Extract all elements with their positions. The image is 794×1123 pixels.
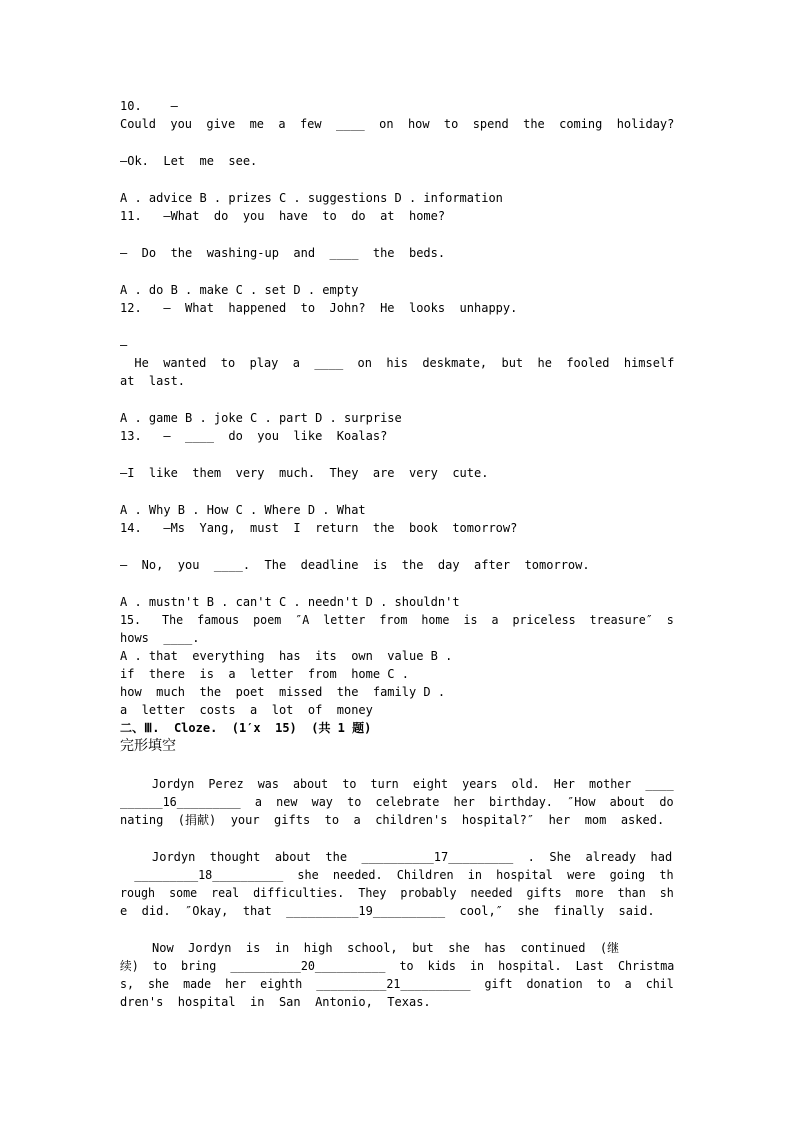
q14-options: A . mustn't B . can't C . needn't D . shouldn't xyxy=(120,595,460,609)
q13-stem: 13. — ____ do you like Koalas? xyxy=(120,429,388,443)
q11-options: A . do B . make C . set D . empty xyxy=(120,283,359,297)
cloze-p1-line-1: Jordyn Perez was about to turn eight years old. Her mother ____ xyxy=(152,777,674,791)
cloze-p2-line-2: _________18__________ she needed. Children in hospital were going th xyxy=(120,868,674,882)
q14-stem: 14. —Ms Yang, must I return the book tomorrow? xyxy=(120,521,518,535)
cloze-p2-line-4: e did. ″Okay, that __________19__________ cool,″ she finally said. xyxy=(120,904,655,918)
cloze-p1-line-2: ______16_________ a new way to celebrate her birthday. ″How about do xyxy=(120,795,674,809)
cloze-p1-line-3: nating (捐献) your gifts to a children's hospital?″ her mom asked. xyxy=(120,813,665,827)
q13-reply: —I like them very much. They are very cute. xyxy=(120,466,489,480)
cloze-p3-line-3: s, she made her eighth __________21__________ gift donation to a chil xyxy=(120,977,674,991)
q15-stem-line-2: hows ____. xyxy=(120,631,200,645)
cloze-p3-line-1: Now Jordyn is in high school, but she has continued (继 xyxy=(152,941,620,955)
q12-stem: 12. — What happened to John? He looks unhappy. xyxy=(120,301,518,315)
q15-option-b: if there is a letter from home C . xyxy=(120,667,409,681)
q12-reply-line-1: He wanted to play a ____ on his deskmate, but he fooled himself xyxy=(120,356,675,370)
q10-options: A . advice B . prizes C . suggestions D . information xyxy=(120,191,503,205)
q15-option-c: how much the poet missed the family D . xyxy=(120,685,446,699)
q12-dash: — xyxy=(120,338,128,352)
q11-reply: — Do the washing-up and ____ the beds. xyxy=(120,246,446,260)
cloze-p3-line-4: dren's hospital in San Antonio, Texas. xyxy=(120,995,431,1009)
cloze-p2-line-1: Jordyn thought about the __________17_________ . She already had xyxy=(152,850,673,864)
q10-reply: —Ok. Let me see. xyxy=(120,154,258,168)
cloze-p3-line-2: 续) to bring __________20__________ to kids in hospital. Last Christma xyxy=(120,959,675,973)
section-subheading: 完形填空 xyxy=(120,738,176,754)
q10-stem: Could you give me a few ____ on how to spend the coming holiday? xyxy=(120,117,675,131)
q13-options: A . Why B . How C . Where D . What xyxy=(120,503,366,517)
q11-stem: 11. —What do you have to do at home? xyxy=(120,209,446,223)
cloze-p2-line-3: rough some real difficulties. They probably needed gifts more than sh xyxy=(120,886,674,900)
q12-options: A . game B . joke C . part D . surprise xyxy=(120,411,402,425)
q15-option-d: a letter costs a lot of money xyxy=(120,703,373,717)
q15-option-a: A . that everything has its own value B . xyxy=(120,649,453,663)
q14-reply: — No, you ____. The deadline is the day after tomorrow. xyxy=(120,558,590,572)
q10-number: 10. — xyxy=(120,99,178,113)
q12-reply-line-2: at last. xyxy=(120,374,186,388)
section-heading: 二、Ⅲ. Cloze. (1′x 15) (共 1 题) xyxy=(120,721,372,735)
q15-stem-line-1: 15. The famous poem ″A letter from home is a priceless treasure″ s xyxy=(120,613,674,627)
